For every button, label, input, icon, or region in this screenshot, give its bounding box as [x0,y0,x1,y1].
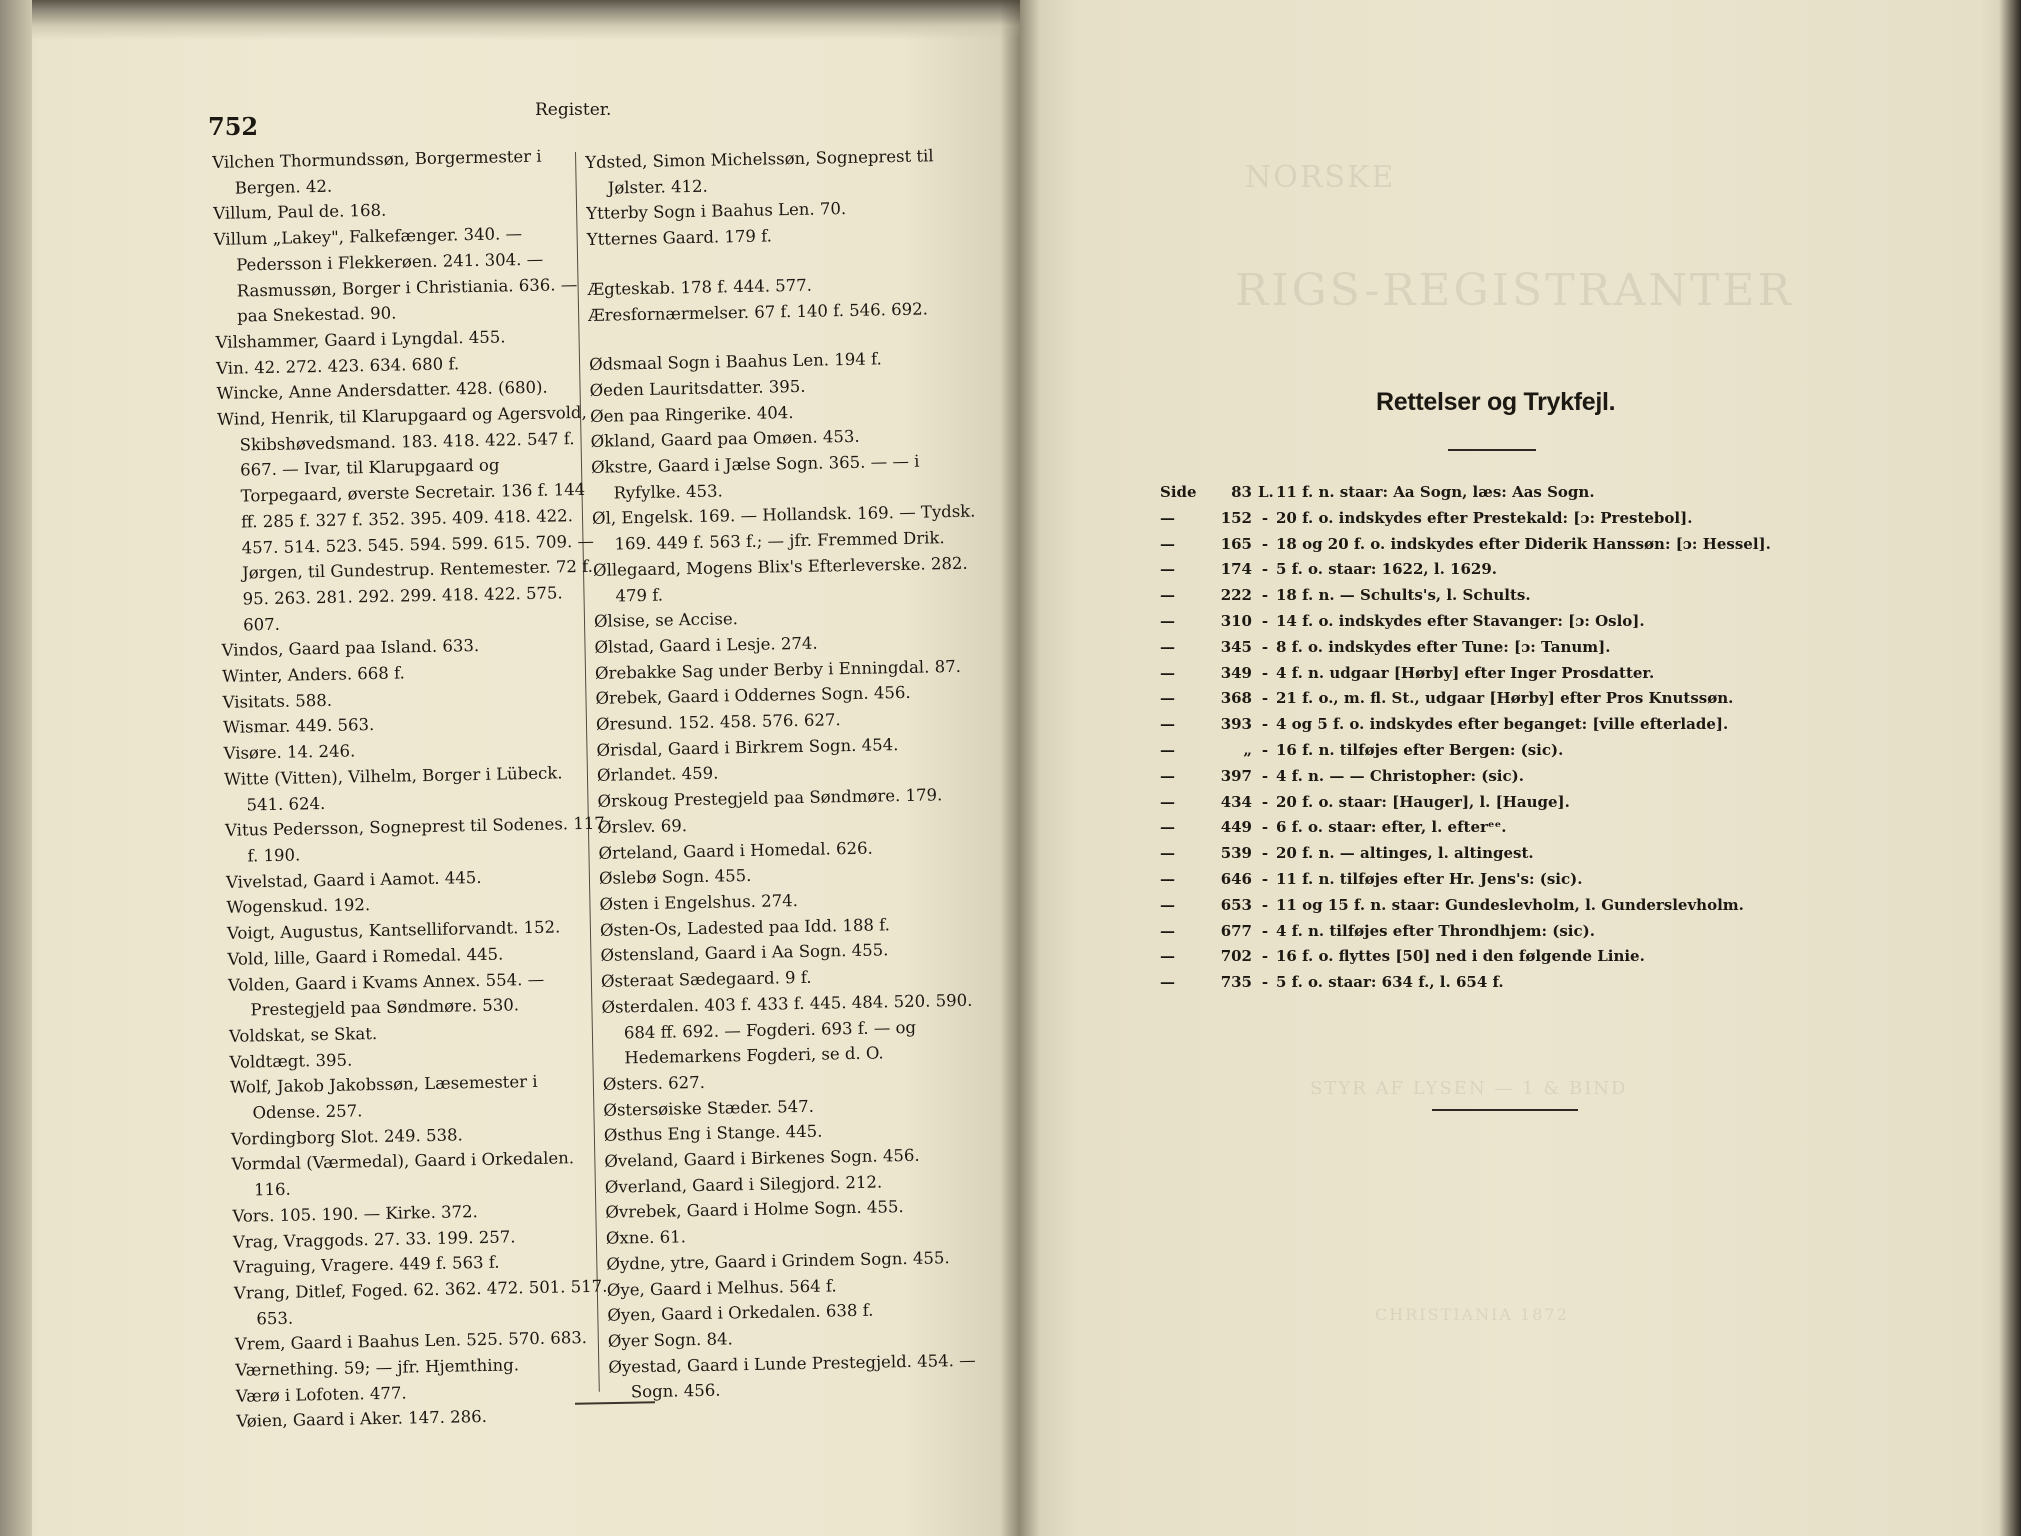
index-entry: Øeden Lauritsdatter. 395. [589,376,806,400]
errata-row [1160,867,1820,893]
errata-label: — [1160,689,1175,708]
errata-text: 4 f. n. — — Christopher: (sic). [1276,766,1524,785]
index-column-right [585,142,1004,1405]
index-entry: Østen-Os, Ladested paa Idd. 188 f. [599,914,891,940]
index-entry: Øverland, Gaard i Silegjord. 212. [604,1172,883,1197]
errata-row [1160,712,1820,738]
errata-separator: - [1261,740,1269,759]
errata-row [1160,609,1820,635]
index-entry: Vraguing, Vragere. 449 f. 563 f. [233,1252,500,1278]
index-entry: Østeraat Sædegaard. 9 f. [600,967,812,991]
errata-row [1160,815,1820,841]
errata-label: — [1160,663,1175,682]
errata-label: — [1160,586,1175,605]
errata-row [1160,841,1820,867]
index-entry: Voigt, Augustus, Kantselliforvandt. 152. [226,917,561,943]
index-entry: Vrem, Gaard i Baahus Len. 525. 570. 683. [234,1328,588,1355]
index-entry: Øxne. 61. [605,1227,687,1248]
bottom-rule [1432,1109,1578,1111]
errata-text: 18 og 20 f. o. indskydes efter Diderik Hanssøn: [ɔ: Hessel]. [1276,534,1771,553]
errata-separator: - [1261,586,1269,605]
errata-label: — [1160,792,1175,811]
bleed-through-text: NORSKE [1245,160,1396,195]
errata-separator: - [1261,844,1269,863]
errata-label: — [1160,508,1175,527]
index-entry: Østhus Eng i Stange. 445. [603,1121,823,1146]
running-head: Register. [535,100,612,120]
errata-label: — [1160,740,1175,759]
index-entry: Vitus Pedersson, Sogneprest til Sodenes. 117 f. 190. [224,813,605,866]
index-entry: Øveland, Gaard i Birkenes Sogn. 456. [604,1145,920,1171]
errata-text: 20 f. n. — altinges, l. altingest. [1276,844,1534,863]
errata-row [1160,635,1820,661]
errata-page: 434 [1220,792,1252,811]
errata-text: 5 f. o. staar: 1622, l. 1629. [1276,560,1497,579]
errata-separator: - [1261,611,1269,630]
errata-separator: - [1261,560,1269,579]
errata-text: 11 og 15 f. n. staar: Gundeslevholm, l. Gunderslevholm. [1276,895,1744,914]
index-entry: Ydsted, Simon Michelssøn, Sogneprest til Jølster. 412. [585,146,934,198]
index-entry: Ytternes Gaard. 179 f. [586,226,773,250]
errata-label: — [1160,534,1175,553]
errata-row [1160,893,1820,919]
index-entry: Værø i Lofoten. 477. [235,1383,407,1406]
errata-separator: - [1261,715,1269,734]
index-entry: Ølsise, se Accise. [593,609,739,632]
index-entry: Vilshammer, Gaard i Lyngdal. 455. [215,327,506,352]
book-edge-right [1999,0,2021,1536]
index-entry: Voldtægt. 395. [229,1050,353,1072]
book-edge-top [0,0,1020,40]
index-entry: Øydne, ytre, Gaard i Grindem Sogn. 455. [606,1248,950,1274]
index-entry: Vors. 105. 190. — Kirke. 372. [232,1201,478,1226]
errata-page: 397 [1220,766,1252,785]
errata-text: 4 f. n. udgaar [Hørby] efter Inger Prosdatter. [1276,663,1655,682]
errata-text: 11 f. n. tilføjes efter Hr. Jens's: (sic). [1276,869,1583,888]
errata-page: 449 [1220,818,1252,837]
errata-separator: - [1261,921,1269,940]
index-entry: Ægteskab. 178 f. 444. 577. [587,275,813,299]
index-entry: Vormdal (Værmedal), Gaard i Orkedalen. 116. [231,1148,575,1200]
errata-label: — [1160,947,1175,966]
index-entry: Villum „Lakey", Falkefænger. 340. — Pedersson i Flekkerøen. 241. 304. — Rasmussøn, Borger i Christiania. 636. — paa Snekestad. 90. [213,224,578,326]
index-column-left [212,143,617,1435]
index-entry: Villum, Paul de. 168. [213,201,387,224]
errata-row [1160,532,1820,558]
errata-text: 8 f. o. indskydes efter Tune: [ɔ: Tanum]. [1276,637,1611,656]
bleed-through-text: CHRISTIANIA 1872 [1375,1305,1569,1324]
errata-list [1160,480,1820,996]
index-entry: Øen paa Ringerike. 404. [589,402,794,426]
index-entry: Ørteland, Gaard i Homedal. 626. [598,838,873,863]
index-entry: Vivelstad, Gaard i Aamot. 445. [225,867,482,892]
errata-row [1160,919,1820,945]
index-entry: Wincke, Anne Andersdatter. 428. (680). [216,377,548,404]
errata-page: 653 [1220,895,1252,914]
index-entry: Øyer Sogn. 84. [607,1329,733,1351]
errata-title: Rettelser og Trykfejl. [1376,388,1616,416]
errata-row [1160,686,1820,712]
index-entry: Ølstad, Gaard i Lesje. 274. [594,633,818,657]
errata-page: 222 [1220,586,1252,605]
index-entry: Ytterby Sogn i Baahus Len. 70. [586,199,847,224]
book-gutter [1000,0,1040,1536]
errata-separator: - [1261,663,1269,682]
errata-text: 20 f. o. staar: [Hauger], l. [Hauge]. [1276,792,1570,811]
errata-page: 165 [1220,534,1252,553]
errata-label: — [1160,921,1175,940]
errata-label: — [1160,869,1175,888]
errata-page: 735 [1220,973,1252,992]
index-entry: Ørslev. 69. [597,816,688,837]
page-number: 752 [208,112,259,141]
errata-row [1160,790,1820,816]
index-entry: Vrang, Ditlef, Foged. 62. 362. 472. 501. 517. 653. [233,1276,608,1329]
errata-page: „ [1243,740,1252,759]
errata-page: 702 [1220,947,1252,966]
errata-label: — [1160,818,1175,837]
errata-page: 393 [1220,715,1252,734]
index-entry: Øvrebek, Gaard i Holme Sogn. 455. [605,1197,904,1223]
index-entry: Vilchen Thormundssøn, Borgermester i Bergen. 42. [212,146,542,198]
errata-page: 83 [1231,483,1252,501]
title-rule [1448,449,1536,451]
errata-separator: - [1261,895,1269,914]
index-entry: Øl, Engelsk. 169. — Hollandsk. 169. — Tydsk. 169. 449 f. 563 f.; — jfr. Fremmed Drik. [591,502,976,554]
index-entry: Winter, Anders. 668 f. [221,663,406,686]
index-entry: Økland, Gaard paa Omøen. 453. [590,427,860,452]
errata-text: 16 f. o. flyttes [50] ned i den følgende Linie. [1276,947,1645,966]
errata-separator: - [1261,869,1269,888]
errata-page: 174 [1220,560,1252,579]
errata-label: — [1160,715,1175,734]
errata-separator: - [1261,947,1269,966]
errata-text: 16 f. n. tilføjes efter Bergen: (sic). [1276,740,1564,759]
index-entry: Ødsmaal Sogn i Baahus Len. 194 f. [588,349,882,375]
errata-label: — [1160,637,1175,656]
errata-row [1160,506,1820,532]
index-entry: Øyestad, Gaard i Lunde Prestegjeld. 454. — Sogn. 456. [608,1350,976,1402]
errata-separator: - [1261,637,1269,656]
errata-text: 14 f. o. indskydes efter Stavanger: [ɔ: Oslo]. [1276,611,1645,630]
errata-text: 18 f. n. — Schults's, l. Schults. [1276,586,1531,605]
index-entry: Økstre, Gaard i Jælse Sogn. 365. — — i Ryfylke. 453. [590,451,920,503]
errata-text: 4 og 5 f. o. indskydes efter beganget: [ville efterlade]. [1276,715,1729,734]
errata-separator: - [1261,792,1269,811]
errata-row [1160,764,1820,790]
errata-row [1160,944,1820,970]
errata-separator: - [1261,508,1269,527]
errata-label: — [1160,766,1175,785]
errata-text: 4 f. n. tilføjes efter Throndhjem: (sic). [1276,921,1595,940]
index-entry: Æresfornærmelser. 67 f. 140 f. 546. 692. [587,298,929,325]
index-entry: Vordingborg Slot. 249. 538. [230,1125,463,1149]
errata-label: Side [1160,483,1197,501]
index-entry: Ørlandet. 459. [596,764,719,786]
errata-row [1160,583,1820,609]
errata-page: 646 [1220,869,1252,888]
index-entry: Øyen, Gaard i Orkedalen. 638 f. [607,1300,874,1326]
errata-text: 20 f. o. indskydes efter Prestekald: [ɔ: Prestebol]. [1276,508,1693,527]
book-edge-left [0,0,32,1536]
errata-label: — [1160,973,1175,992]
errata-separator: - [1261,818,1269,837]
index-entry: Visøre. 14. 246. [223,741,356,764]
errata-separator: - [1261,534,1269,553]
errata-page: 349 [1220,663,1252,682]
errata-page: 539 [1220,844,1252,863]
index-entry: Øresund. 152. 458. 576. 627. [595,710,841,734]
errata-separator: - [1261,973,1269,992]
index-entry: Vrag, Vraggods. 27. 33. 199. 257. [232,1226,516,1252]
errata-row [1160,738,1820,764]
errata-separator: - [1261,689,1269,708]
errata-page: 368 [1220,689,1252,708]
index-entry: Østersøiske Stæder. 547. [603,1096,815,1120]
errata-text: 11 f. n. staar: Aa Sogn, læs: Aas Sogn. [1276,483,1595,501]
errata-page: 345 [1220,637,1252,656]
errata-label: — [1160,895,1175,914]
index-entry: Værnething. 59; — jfr. Hjemthing. [235,1355,520,1380]
index-entry: Østers. 627. [602,1072,706,1094]
index-entry: Vin. 42. 272. 423. 634. 680 f. [216,353,460,378]
index-entry: Ørebakke Sag under Berby i Enningdal. 87. [594,656,962,683]
index-entry: Østerdalen. 403 f. 433 f. 445. 484. 520. 590. 684 ff. 692. — Fogderi. 693 f. — og Hedemarkens Fogderi, se d. O. [601,990,973,1068]
index-entry: Witte (Vitten), Vilhelm, Borger i Lübeck. 541. 624. [223,763,563,815]
errata-label: — [1160,844,1175,863]
index-entry: Visitats. 588. [222,690,333,712]
index-entry: Østen i Engelshus. 274. [599,891,799,914]
errata-page: 310 [1220,611,1252,630]
index-entry: Vindos, Gaard paa Island. 633. [221,636,480,661]
errata-label: — [1160,560,1175,579]
errata-label: — [1160,611,1175,630]
errata-row [1160,661,1820,687]
index-entry: Wogenskud. 192. [226,895,371,918]
index-entry: Wolf, Jakob Jakobssøn, Læsemester i Odense. 257. [229,1072,538,1123]
index-entry: Øslebø Sogn. 455. [598,866,752,889]
index-entry: Volden, Gaard i Kvams Annex. 554. — Prestegjeld paa Søndmøre. 530. [227,969,545,1020]
index-entry: Øllegaard, Mogens Blix's Efterleverske. 282. 479 f. [592,553,968,606]
index-entry: Wind, Henrik, til Klarupgaard og Agersvold, Skibshøvedsmand. 183. 418. 422. 547 f. 667. — Ivar, til Klarupgaard og Torpegaard, øverste Secretair. 136 f. 144 ff. 285 f. 327 f. 352. 395. 409. 418. 422. 457. 514. 523. 545. 594. 599. 615. 709. — Jørgen, til Gundestrup. Rentemester. 72 f. 95. 263. 281. 292. 299. 418. 422. 575. 607. [216,402,595,635]
index-entry: Østensland, Gaard i Aa Sogn. 455. [600,940,889,966]
errata-text: 21 f. o., m. fl. St., udgaar [Hørby] efter Pros Knutssøn. [1276,689,1734,708]
index-entry: Voldskat, se Skat. [228,1023,378,1046]
index-entry: Øye, Gaard i Melhus. 564 f. [606,1275,837,1300]
errata-page: 152 [1220,508,1252,527]
index-entry: Vold, lille, Gaard i Romedal. 445. [227,944,504,969]
errata-page: 677 [1220,921,1252,940]
errata-text: 6 f. o. staar: efter, l. efterᵉᵉ. [1276,818,1507,837]
errata-separator: L. [1258,483,1274,501]
index-entry: Ørisdal, Gaard i Birkrem Sogn. 454. [596,734,899,760]
bleed-through-text: RIGS-REGISTRANTER [1235,265,1794,316]
index-entry: Ørebek, Gaard i Oddernes Sogn. 456. [595,683,911,709]
errata-text: 5 f. o. staar: 634 f., l. 654 f. [1276,973,1504,992]
index-entry: Vøien, Gaard i Aker. 147. 286. [236,1407,488,1432]
index-entry: Ørskoug Prestegjeld paa Søndmøre. 179. [597,785,943,812]
errata-separator: - [1261,766,1269,785]
errata-row [1160,557,1820,583]
bleed-through-text: STYR AF LYSEN — 1 & BIND [1310,1078,1628,1099]
errata-row [1160,970,1820,996]
errata-row [1160,480,1820,506]
index-entry: Wismar. 449. 563. [222,715,375,738]
